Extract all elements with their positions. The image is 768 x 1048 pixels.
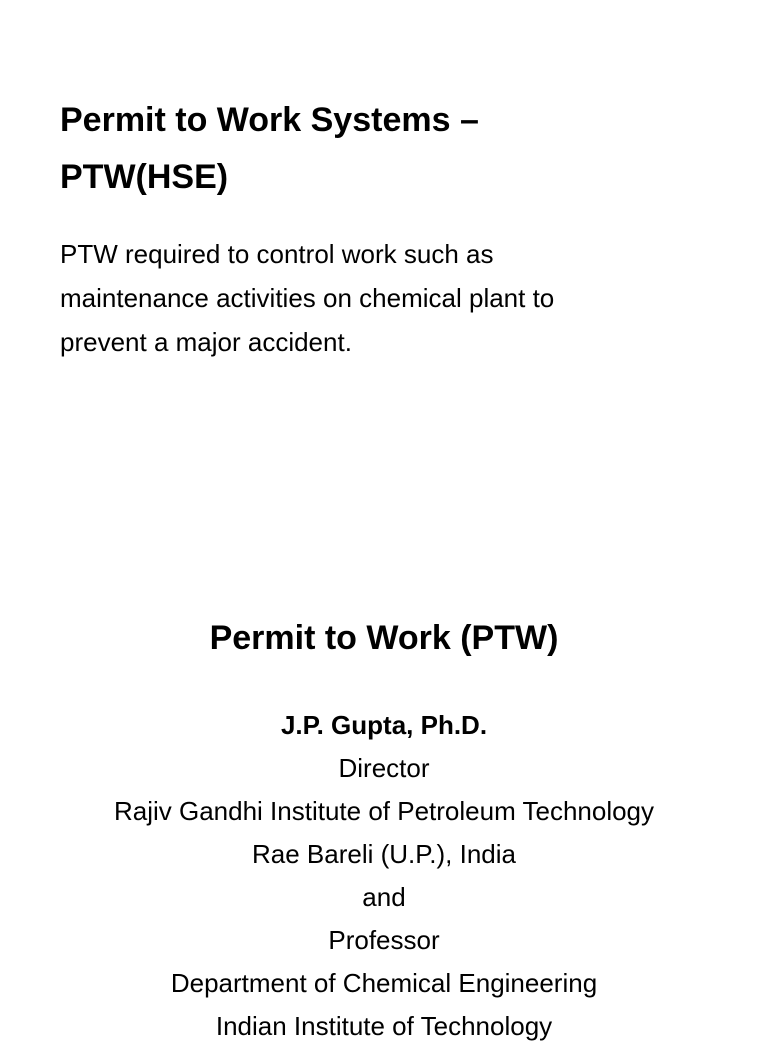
author-name: J.P. Gupta, Ph.D. — [280, 710, 488, 740]
author-department: Department of Chemical Engineering — [170, 968, 598, 998]
slide-ptw-systems — [60, 92, 720, 364]
author-institute: Rajiv Gandhi Institute of Petroleum Technology — [113, 796, 655, 826]
author-location: Rae Bareli (U.P.), India — [252, 839, 516, 869]
author-conjunction: and — [362, 882, 406, 912]
body-line: prevent a major accident. — [60, 327, 352, 357]
slide-title-line: PTW(HSE) — [60, 158, 229, 196]
body-line: PTW required to control work such as — [60, 239, 494, 269]
slide-title — [60, 92, 720, 206]
author-role-2: Professor — [328, 925, 440, 955]
slide-title-line: Permit to Work Systems – — [60, 101, 479, 139]
slide-body-text — [60, 232, 720, 364]
presentation-title: Permit to Work (PTW) — [209, 619, 559, 657]
slide-title-page — [0, 612, 768, 1048]
body-line: maintenance activities on chemical plant to — [60, 283, 555, 313]
author-block — [0, 704, 768, 1048]
author-institute-2: Indian Institute of Technology — [215, 1011, 553, 1041]
author-role: Director — [338, 753, 430, 783]
